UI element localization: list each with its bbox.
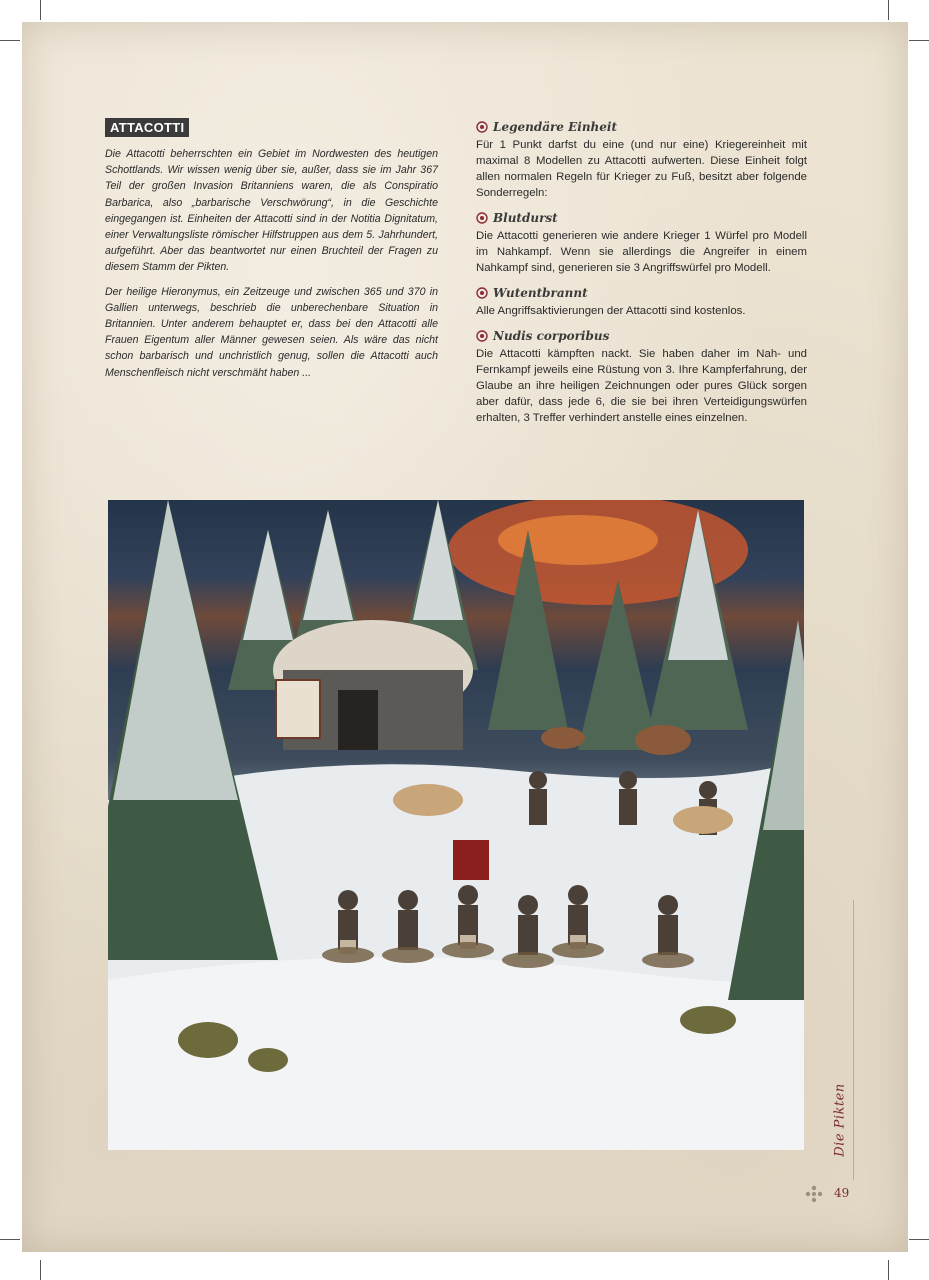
rule-header: [476, 286, 807, 300]
crop-mark: [888, 1260, 889, 1280]
rules-column: [476, 120, 807, 436]
crop-mark: [909, 40, 929, 41]
rule-body: Die Attacotti kämpften nackt. Sie haben daher im Nah- und Fernkampf jeweils eine Rüstung von 3. Ihre Kampferfahrung, der Glaube an ihre heiligen Zeichnungen oder pures Glück sorgen aber dafür, dass jede 6, die sie bei ihren Verteidigungswürfen erhalten, 3 Treffer verhindert anstelle eines einzelnen.: [476, 348, 807, 424]
rule-header: [476, 329, 807, 343]
cross-ornament-icon: [804, 1184, 824, 1204]
rule-body: Alle Angriffsaktivierungen der Attacotti sind kostenlos.: [476, 305, 746, 317]
rule-legendary-unit: [476, 120, 807, 201]
rule-body: Die Attacotti generieren wie andere Krieger 1 Würfel pro Modell im Nahkampf. Wenn sie allerdings die Angreifer in einem Nahkampf sind, generieren sie 3 Angriffswürfel pro Modell.: [476, 230, 807, 274]
rule-enraged: [476, 286, 807, 319]
crop-mark: [40, 1260, 41, 1280]
rule-title: Nudis corporibus: [493, 329, 610, 343]
section-tab: [828, 1080, 852, 1160]
rule-title: Blutdurst: [493, 211, 558, 225]
rule-bloodlust: [476, 211, 807, 276]
target-circle-icon: [476, 212, 488, 224]
crop-mark: [888, 0, 889, 20]
intro-paragraph: Die Attacotti beherrschten ein Gebiet im Nordwesten des heutigen Schottlands. Wir wissen wenig über sie, außer, dass sie im Jahr 367 Teil der großen Invasion Britanniens waren, die als Conspiratio Barbarica, also „barbarische Verschwörung“, in die Geschichte eingegangen ist. Einheiten der Attacotti sind in der Notitia Dignitatum, einer Verwaltungsliste römischer Hilfstruppen aus dem 5. Jahrhundert, aufgeführt. Aber das beantwortet nur einen Bruchteil der Fragen zu diesem Stamm der Pikten.: [105, 148, 438, 274]
target-circle-icon: [476, 287, 488, 299]
intro-text: [105, 146, 438, 381]
crop-mark: [0, 1239, 20, 1240]
intro-column: [105, 118, 438, 389]
side-divider: [853, 900, 854, 1180]
crop-mark: [0, 40, 20, 41]
rule-header: [476, 211, 807, 225]
winter-scene-illustration: [108, 500, 804, 1150]
target-circle-icon: [476, 121, 488, 133]
miniatures-photo: [108, 500, 804, 1150]
rule-header: [476, 120, 807, 134]
crop-mark: [909, 1239, 929, 1240]
section-tab-label: Die Pikten: [832, 1083, 848, 1157]
section-badge: ATTACOTTI: [105, 118, 189, 137]
rule-title: Wutentbrannt: [493, 286, 588, 300]
crop-mark: [40, 0, 41, 20]
rule-nudis-corporibus: [476, 329, 807, 426]
intro-paragraph: Der heilige Hieronymus, ein Zeitzeuge und zwischen 365 und 370 in Gallien unterwegs, beschrieb die unberechenbare Situation in Britannien. Unter anderem behauptet er, dass bei den Attacotti alle Frauen Eigentum aller Männer gewesen seien. Als wäre das nicht schon barbarisch und unchristlich genug, sollen die Attacotti auch Menschenfleisch nicht verschmäht haben ...: [105, 285, 438, 379]
rule-title: Legendäre Einheit: [493, 120, 618, 134]
rule-body: Für 1 Punkt darfst du eine (und nur eine) Kriegereinheit mit maximal 8 Modellen zu Attacotti aufwerten. Diese Einheit folgt allen normalen Regeln für Krieger zu Fuß, besitzt aber folgende Sonderregeln:: [476, 139, 807, 199]
page-number: 49: [834, 1186, 850, 1200]
target-circle-icon: [476, 330, 488, 342]
